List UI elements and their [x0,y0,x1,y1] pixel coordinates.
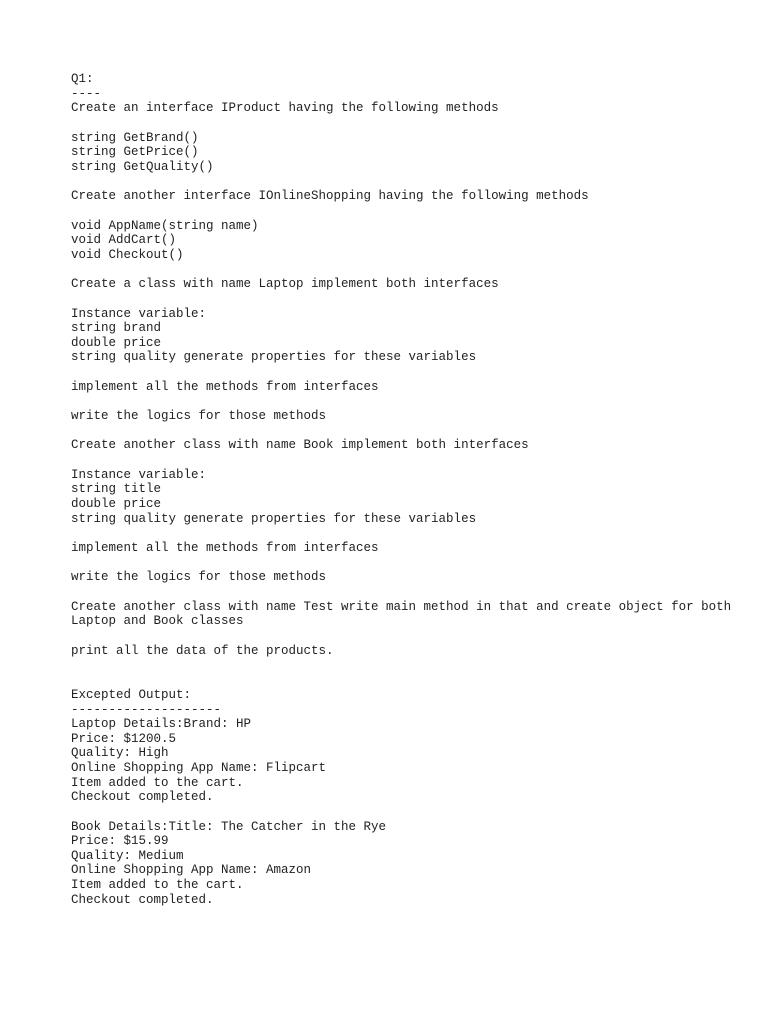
output-label: Excepted Output: [71,687,192,702]
laptop-implement: implement all the methods from interfaces [71,379,379,394]
output-line: Item added to the cart. [71,775,244,790]
laptop-intro: Create a class with name Laptop implement both interfaces [71,277,499,292]
method-line: void AddCart() [71,233,177,248]
output-rule: -------------------- [71,702,222,717]
output-line: Price: $1200.5 [71,731,177,746]
output-line: Book Details:Title: The Catcher in the Rye [71,819,387,834]
variable-line: double price [71,497,162,512]
variable-line: string brand [71,321,162,336]
variable-line: Instance variable: [71,306,207,321]
variable-line: double price [71,335,162,350]
method-line: void Checkout() [71,247,184,262]
book-intro: Create another class with name Book implement both interfaces [71,438,529,453]
output-line: Quality: High [71,746,169,761]
output-line: Quality: Medium [71,848,184,863]
method-line: void AppName(string name) [71,218,259,233]
output-line: Price: $15.99 [71,834,169,849]
output-line: Online Shopping App Name: Flipcart [71,760,327,775]
ionline-intro: Create another interface IOnlineShopping having the following methods [71,189,589,204]
test-intro: Create another class with name Test write main method in that and create object for both Laptop and Book classes [71,599,739,629]
output-line: Checkout completed. [71,790,214,805]
output-line: Checkout completed. [71,892,214,907]
method-line: string GetPrice() [71,145,199,160]
print-all: print all the data of the products. [71,643,334,658]
output-line: Laptop Details:Brand: HP [71,717,252,732]
book-logic: write the logics for those methods [71,570,327,585]
question-label: Q1: [71,72,94,86]
output-line: Online Shopping App Name: Amazon [71,863,312,878]
method-line: string GetQuality() [71,159,214,174]
variable-line: Instance variable: [71,467,207,482]
output-line: Item added to the cart. [71,877,244,892]
book-implement: implement all the methods from interfaces [71,541,379,556]
assignment-document [71,72,741,907]
variable-line: string quality generate properties for these variables [71,511,477,526]
variable-line: string title [71,482,162,497]
iproduct-intro: Create an interface IProduct having the following methods [71,101,499,116]
variable-line: string quality generate properties for these variables [71,350,477,365]
method-line: string GetBrand() [71,130,199,145]
laptop-logic: write the logics for those methods [71,409,327,424]
question-rule: ---- [71,86,102,101]
